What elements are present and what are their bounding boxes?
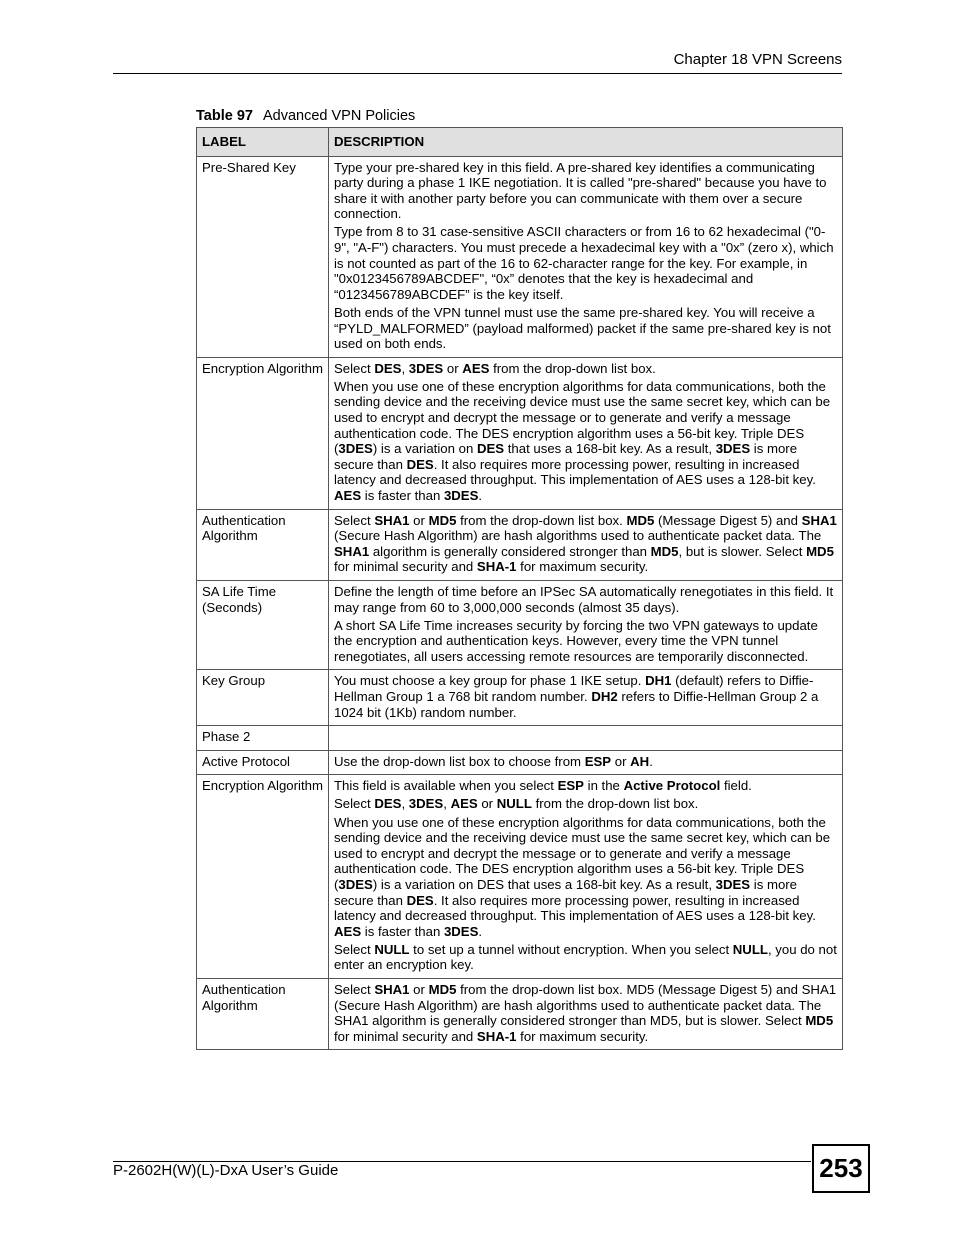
text-run: is faster than [361,923,444,939]
text-run: algorithm is generally considered stronger than [369,543,651,559]
table-row [197,775,843,979]
text-run: from the drop-down list box. [489,360,656,376]
footer-guide-title: P-2602H(W)(L)-DxA User’s Guide [113,1162,339,1179]
text-run: Type your pre-shared key in this field. A pre-shared key identifies a communicating party during a phase 1 IKE negotiation. It is called "pre-shared" because you have to share it with another party before you can communicate with them over a secure connection. [334,159,827,222]
text-run: You must choose a key group for phase 1 IKE setup. [334,673,646,689]
table-body [197,156,843,1050]
row-label: Encryption Algorithm [197,357,329,509]
row-description [329,156,843,357]
description-paragraph [334,618,837,665]
description-paragraph [334,584,837,615]
text-run: is more secure than [334,441,798,472]
bold-term: AES [450,796,478,812]
bold-term: DES [374,796,402,812]
text-run: Type from 8 to 31 case-sensitive ASCII characters or from 16 to 62 hexadecimal ("0-9", "A-F") characters. You must precede a hexadecimal key with a "0x” (zero x), which is not counted as part of the 16 to 62-character range for the key. For example, in "0x0123456789ABCDEF", “0x” denotes that the key is hexadecimal and “0123456789ABCDEF” is the key itself. [334,224,834,302]
text-run: or [409,512,429,528]
row-label: Encryption Algorithm [197,775,329,979]
text-run: that uses a 168-bit key. As a result, [504,441,716,457]
bold-term: 3DES [338,876,373,892]
description-paragraph [334,513,837,575]
bold-term: 3DES [338,441,373,457]
bold-term: ESP [557,778,584,794]
chapter-header: Chapter 18 VPN Screens [673,51,842,68]
text-run: (default) refers to Diffie-Hellman Group 1 a 768 bit random number. [334,673,814,704]
row-label: Key Group [197,670,329,726]
text-run: Use the drop-down list box to choose from [334,753,585,769]
text-run: (Secure Hash Algorithm) are hash algorithms used to authenticate packet data. The [334,528,822,544]
bold-term: SHA-1 [476,1028,517,1044]
bold-term: 3DES [715,441,751,457]
bold-term: MD5 [428,512,457,528]
text-run: from the drop-down list box. MD5 (Message Digest 5) and SHA1 (Secure Hash Algorithm) are hash algorithms used to authenticate packet data. The SHA1 algorithm is generally considered stronger than MD5, but is slower. Select [334,982,837,1029]
row-description [329,775,843,979]
text-run: , [401,360,409,376]
description-paragraph [334,224,837,302]
text-run: , [401,796,409,812]
column-header-description: DESCRIPTION [329,128,843,157]
text-run: Select [334,796,375,812]
text-run: This field is available when you select [334,778,558,794]
bold-term: AES [334,923,362,939]
bold-term: SHA1 [374,512,410,528]
bold-term: Active Protocol [623,778,721,794]
description-paragraph [334,160,837,222]
bold-term: MD5 [626,512,655,528]
bold-term: AH [630,753,650,769]
bold-term: SHA1 [334,543,370,559]
text-run: Select [334,512,375,528]
row-description [329,580,843,669]
bold-term: 3DES [715,876,751,892]
table-row [197,979,843,1050]
text-run: . [478,487,483,503]
description-paragraph [334,754,837,770]
bold-term: MD5 [650,543,679,559]
table-row [197,670,843,726]
bold-term: AES [334,487,362,503]
text-run: for maximum security. [516,1028,649,1044]
bold-term: DES [476,441,505,457]
row-description [329,750,843,775]
text-run: or [611,753,631,769]
text-run: for minimal security and [334,559,477,575]
bold-term: DES [374,360,402,376]
text-run: When you use one of these encryption algorithms for data communications, both the sending device and the receiving device must use the same secret key, which can be used to encrypt and decrypt the message or to generate and verify a message authentication code. The DES encryption algorithm uses a 56-bit key. Triple DES ( [334,378,831,457]
text-run: in the [583,778,624,794]
bold-term: 3DES [408,796,444,812]
text-run: Define the length of time before an IPSec SA automatically renegotiates in this field. It may range from 60 to 3,000,000 seconds (almost 35 days). [334,583,834,615]
column-header-label: LABEL [197,128,329,157]
text-run: . [649,753,653,769]
description-paragraph [334,361,837,377]
description-paragraph [334,379,837,504]
description-paragraph [334,305,837,352]
bold-term: SHA1 [374,982,410,997]
text-run: ) is a variation on [372,441,477,457]
bold-term: 3DES [443,923,479,939]
bold-term: MD5 [428,982,457,997]
text-run: (Message Digest 5) and [654,512,802,528]
text-run: is more secure than [334,876,798,908]
description-paragraph [334,982,837,1044]
bold-term: SHA1 [801,512,837,528]
text-run: . It also requires more processing power, resulting in increased latency and decreased throughput. This implementation of AES uses a 128-bit key. [334,456,816,488]
text-run: from the drop-down list box. [531,796,699,812]
advanced-vpn-policies-table [196,127,843,1050]
row-description [329,726,843,751]
row-description [329,509,843,580]
text-run: or [477,796,497,812]
table-header-row [197,128,843,157]
row-label: Authentication Algorithm [197,979,329,1050]
text-run: Select [334,982,375,997]
table-caption [196,108,415,125]
table-row [197,750,843,775]
row-description [329,357,843,509]
page-number: 253 [819,1153,863,1183]
text-run: ) is a variation on DES that uses a 168-bit key. As a result, [372,876,716,892]
text-run: for maximum security. [516,559,649,575]
description-paragraph [334,673,837,720]
row-label: Active Protocol [197,750,329,775]
row-label: Phase 2 [197,726,329,751]
bold-term: DES [406,456,434,472]
bold-term: DES [406,892,434,908]
bold-term: NULL [496,796,532,812]
bold-term: MD5 [805,1013,834,1029]
table-row [197,156,843,357]
description-paragraph [334,942,837,973]
text-run: for minimal security and [334,1028,477,1044]
text-run: . [478,923,483,939]
table-caption-title: Advanced VPN Policies [262,108,416,124]
bold-term: 3DES [443,487,479,503]
text-run: A short SA Life Time increases security by forcing the two VPN gateways to update the encryption and authentication keys. However, every time the VPN tunnel renegotiates, all users accessing remote resources are temporarily disconnected. [334,617,818,664]
bold-term: NULL [732,941,768,957]
row-description [329,670,843,726]
bold-term: DH2 [591,689,618,704]
text-run: , [443,796,451,812]
text-run: , but is slower. Select [678,543,807,559]
bold-term: 3DES [408,360,444,376]
text-run: refers to Diffie-Hellman Group 2 a 1024 bit (1Kb) random number. [334,689,819,720]
text-run: , you do not enter an encryption key. [334,941,837,973]
text-run: Select [334,360,375,376]
text-run: field. [720,778,752,794]
row-description [329,979,843,1050]
bold-term: NULL [374,941,410,957]
bold-term: AES [462,360,490,376]
text-run: from the drop-down list box. [456,512,627,528]
text-run: Both ends of the VPN tunnel must use the same pre-shared key. You will receive a “PYLD_MALFORMED” (payload malformed) packet if the same pre-shared key is not used on both ends. [334,304,831,352]
table-row [197,580,843,669]
bold-term: DH1 [645,673,672,689]
description-paragraph [334,778,837,794]
row-label: Authentication Algorithm [197,509,329,580]
description-paragraph [334,796,837,812]
row-label: Pre-Shared Key [197,156,329,357]
table-caption-number: Table 97 [196,108,253,124]
text-run: When you use one of these encryption algorithms for data communications, both the sending device and the receiving device must use the same secret key, which can be used to encrypt and decrypt the message or to generate and verify a message authentication code. The DES encryption algorithm uses a 56-bit key. Triple DES ( [334,814,831,892]
text-run: or [443,360,463,376]
table-row [197,357,843,509]
text-run: or [409,982,429,997]
header-divider [113,73,842,74]
text-run: . It also requires more processing power, resulting in increased latency and decreased throughput. This implementation of AES uses a 128-bit key. [334,892,816,924]
table-row [197,509,843,580]
bold-term: MD5 [806,543,834,559]
text-run: is faster than [361,487,444,503]
text-run: to set up a tunnel without encryption. When you select [409,941,733,957]
page-number-box [812,1144,870,1193]
bold-term: ESP [584,753,612,769]
text-run: Select [334,941,375,957]
table-row [197,726,843,751]
row-label: SA Life Time (Seconds) [197,580,329,669]
description-paragraph [334,815,837,940]
bold-term: SHA-1 [476,559,517,575]
